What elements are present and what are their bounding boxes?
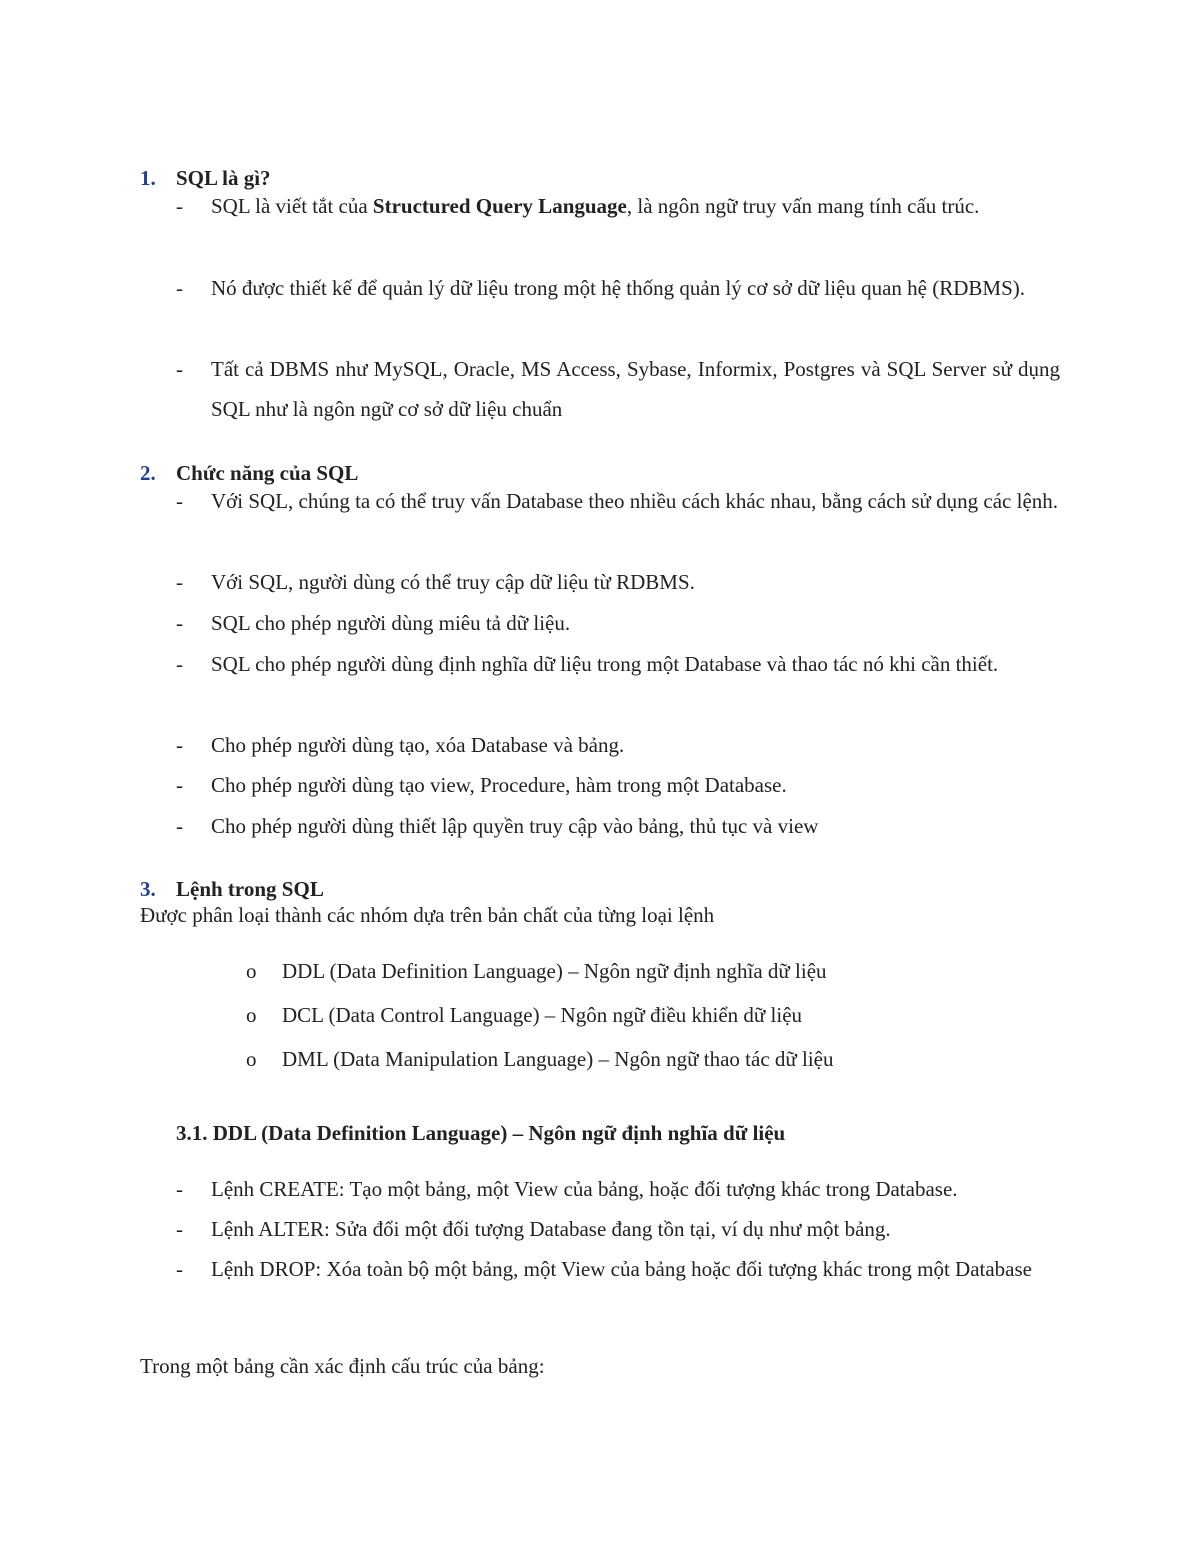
text-run: , là ngôn ngữ truy vấn mang tính cấu trúc. — [626, 194, 980, 218]
circle-bullet: o — [246, 1047, 257, 1071]
list-item — [176, 1169, 1060, 1209]
circle-list-text: DDL (Data Definition Language) – Ngôn ngữ định nghĩa dữ liệu — [282, 959, 827, 983]
list-item-text: Lệnh DROP: Xóa toàn bộ một bảng, một View của bảng hoặc đối tượng khác trong một Database — [211, 1257, 1032, 1281]
list-item — [176, 806, 1060, 846]
list-item-text: Lệnh CREATE: Tạo một bảng, một View của bảng, hoặc đối tượng khác trong Database. — [211, 1177, 958, 1201]
circle-bullet: o — [246, 959, 257, 983]
list-item — [176, 1249, 1060, 1289]
list-item-text: Với SQL, chúng ta có thể truy vấn Database theo nhiều cách khác nhau, bằng cách sử dụng các lệnh. — [211, 489, 1059, 513]
dash-bullet: - — [176, 814, 183, 838]
list-item-text: Cho phép người dùng thiết lập quyền truy cập vào bảng, thủ tục và view — [211, 814, 819, 838]
dash-bullet: - — [176, 773, 183, 797]
dash-bullet: - — [176, 652, 183, 676]
circle-list-text: DML (Data Manipulation Language) – Ngôn ngữ thao tác dữ liệu — [282, 1047, 834, 1071]
dash-bullet: - — [176, 733, 183, 757]
circle-bullet: o — [246, 1003, 257, 1027]
list-item — [176, 562, 1060, 602]
list-item-text: SQL cho phép người dùng định nghĩa dữ liệu trong một Database và thao tác nó khi cần thiết. — [211, 652, 999, 676]
dash-bullet: - — [176, 611, 183, 635]
section-number: 3. — [140, 877, 156, 901]
list-item-text: Nó được thiết kế để quản lý dữ liệu trong một hệ thống quản lý cơ sở dữ liệu quan hệ (RDBMS). — [211, 276, 1026, 300]
text-run: SQL là viết tắt của — [211, 194, 373, 218]
circle-list-item — [246, 1003, 802, 1028]
list-item — [176, 603, 1060, 643]
list-item-text: Cho phép người dùng tạo view, Procedure, hàm trong một Database. — [211, 773, 787, 797]
circle-list-text: DCL (Data Control Language) – Ngôn ngữ điều khiển dữ liệu — [282, 1003, 803, 1027]
bold-text: Structured Query Language — [372, 194, 627, 218]
list-item — [176, 349, 1060, 429]
dash-bullet: - — [176, 1177, 183, 1201]
dash-bullet: - — [176, 276, 183, 300]
dash-bullet: - — [176, 194, 183, 218]
section-heading — [140, 877, 324, 902]
list-item — [176, 765, 1060, 805]
list-item — [176, 644, 1060, 684]
list-item-text: SQL cho phép người dùng miêu tả dữ liệu. — [211, 611, 571, 635]
section-number: 1. — [140, 166, 156, 190]
section-title: Chức năng của SQL — [176, 461, 359, 485]
section-title: SQL là gì? — [176, 166, 271, 190]
dash-bullet: - — [176, 1217, 183, 1241]
list-item-text: Cho phép người dùng tạo, xóa Database và bảng. — [211, 733, 625, 757]
dash-bullet: - — [176, 570, 183, 594]
list-item-text: Tất cả DBMS như MySQL, Oracle, MS Access, Sybase, Informix, Postgres và SQL Server sử dụng SQL như là ngôn ngữ cơ sở dữ liệu chuẩn — [211, 357, 1060, 421]
circle-list-item — [246, 959, 827, 984]
section-title: Lệnh trong SQL — [176, 877, 324, 901]
dash-bullet: - — [176, 1257, 183, 1281]
list-item-text: Với SQL, người dùng có thể truy cập dữ liệu từ RDBMS. — [211, 570, 695, 594]
dash-bullet: - — [176, 489, 183, 513]
circle-list-item — [246, 1047, 834, 1072]
list-item — [176, 268, 1060, 308]
closing-paragraph: Trong một bảng cần xác định cấu trúc của bảng: — [140, 1354, 545, 1378]
list-item — [176, 481, 1060, 521]
list-item — [176, 725, 1060, 765]
list-item — [176, 1209, 1060, 1249]
list-item-text: Lệnh ALTER: Sửa đổi một đối tượng Database đang tồn tại, ví dụ như một bảng. — [211, 1217, 891, 1241]
list-item-text — [211, 186, 1060, 226]
section-number: 2. — [140, 461, 156, 485]
dash-bullet: - — [176, 357, 183, 381]
subsection-heading: 3.1. DDL (Data Definition Language) – Ngôn ngữ định nghĩa dữ liệu — [176, 1121, 786, 1145]
list-item — [176, 186, 1060, 226]
section-intro: Được phân loại thành các nhóm dựa trên bản chất của từng loại lệnh — [140, 903, 715, 927]
